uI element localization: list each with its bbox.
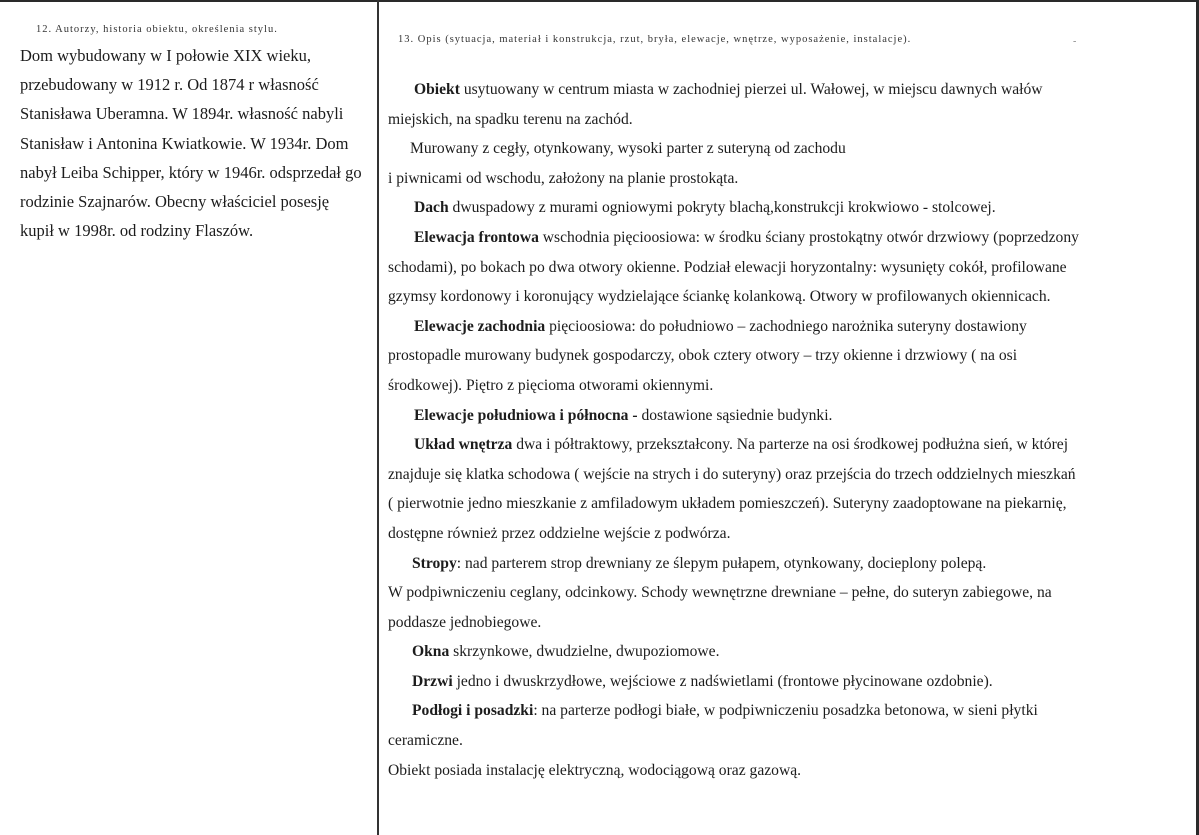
description-text	[388, 75, 1188, 785]
paragraph-installations: Obiekt posiada instalację elektryczną, wodociągową oraz gazową.	[388, 761, 802, 779]
text-line: prostopadle murowany budynek gospodarczy, obok cztery otwory – trzy okienne i drzwiowy ( na osi	[388, 347, 1018, 365]
history-line: przebudowany w 1912 r. Od 1874 r własność	[20, 75, 319, 95]
history-line: Stanisław i Antonina Kwiatkowie. W 1934r. Dom	[20, 133, 349, 153]
history-heading: 12. Autorzy, historia obiektu, określenia stylu.	[36, 24, 278, 35]
text-line: miejskich, na spadku terenu na zachód.	[388, 110, 633, 128]
paragraph-west-elevation: Elewacje zachodnia pięcioosiowa: do południowo – zachodniego narożnika suteryny dostawiony	[414, 317, 1027, 335]
label-stropy: Stropy	[412, 554, 457, 572]
label-dach: Dach	[414, 199, 449, 217]
label-floors: Podłogi i posadzki	[412, 702, 534, 720]
text-line: i piwnicami od wschodu, założony na planie prostokąta.	[388, 169, 739, 187]
label-okna: Okna	[412, 643, 450, 661]
text-line: poddasze jednobiegowe.	[388, 613, 542, 631]
paragraph-side-elevations: Elewacje południowa i północna - dostawione sąsiednie budynki.	[414, 406, 833, 424]
history-text	[20, 41, 372, 245]
text-line: dostępne również przez oddzielne wejście z podwórza.	[388, 524, 731, 542]
paragraph-ceilings: Stropy: nad parterem strop drewniany ze ślepym pułapem, otynkowany, docieplony polepą.	[412, 554, 987, 572]
description-heading: 13. Opis (sytuacja, materiał i konstrukcja, rzut, bryła, elewacje, wnętrze, wyposażenie, instalacje).	[398, 34, 912, 45]
top-border-line	[0, 0, 1199, 2]
column-divider	[377, 0, 379, 835]
paragraph-roof: Dach dwuspadowy z murami ogniowymi pokryty blachą,konstrukcji krokwiowo - stolcowej.	[414, 199, 996, 217]
history-line: kupił w 1998r. od rodziny Flaszów.	[20, 221, 254, 241]
label-drzwi: Drzwi	[412, 672, 453, 690]
text-line: schodami), po bokach po dwa otwory okienne. Podział elewacji horyzontalny: wysunięty cokół, profilowane	[388, 258, 1067, 276]
label-side-elevations: Elewacje południowa i północna -	[414, 406, 638, 424]
paragraph-doors: Drzwi jedno i dwuskrzydłowe, wejściowe z nadświetlami (frontowe płycinowane ozdobnie).	[412, 672, 993, 690]
paragraph-windows: Okna skrzynkowe, dwudzielne, dwupoziomowe.	[412, 643, 720, 661]
paragraph-material: Murowany z cegły, otynkowany, wysoki parter z suteryną od zachodu	[410, 140, 846, 158]
text-line: gzymsy kordonowy i koronujący wydzielające ściankę kolankową. Otwory w profilowanych okiennicach.	[388, 288, 1051, 306]
paragraph-front-elevation: Elewacja frontowa wschodnia pięcioosiowa: w środku ściany prostokątny otwór drzwiowy (poprzedzony	[414, 228, 1079, 246]
paragraph-interior-layout: Układ wnętrza dwa i półtraktowy, przekształcony. Na parterze na osi środkowej podłużna sień, w której	[414, 436, 1069, 454]
margin-mark: -	[1073, 36, 1077, 47]
history-line: rodzinie Szajnarów. Obecny właściciel posesję	[20, 192, 330, 212]
paragraph-location: Obiekt usytuowany w centrum miasta w zachodniej pierzei ul. Wałowej, w miejscu dawnych wałów	[414, 81, 1043, 98]
text-line: ( pierwotnie jedno mieszkanie z amfiladowym układem pomieszczeń). Suteryny zaadoptowane na piekarnię,	[388, 495, 1067, 513]
history-line: nabył Leiba Schipper, który w 1946r. odsprzedał go	[20, 162, 362, 182]
text-line: ceramiczne.	[388, 732, 463, 750]
history-line: Dom wybudowany w I połowie XIX wieku,	[20, 46, 311, 65]
text-line: W podpiwniczeniu ceglany, odcinkowy. Schody wewnętrzne drewniane – pełne, do suteryn zabiegowe, na	[388, 584, 1052, 602]
label-front-elevation: Elewacja frontowa	[414, 228, 539, 246]
label-interior-layout: Układ wnętrza	[414, 436, 513, 454]
paragraph-floors: Podłogi i posadzki: na parterze podłogi białe, w podpiwniczeniu posadzka betonowa, w sieni płytki	[412, 702, 1038, 720]
history-section	[20, 24, 372, 245]
label-obiekt: Obiekt	[414, 81, 460, 98]
label-west-elevation: Elewacje zachodnia	[414, 317, 546, 335]
text-line: środkowej). Piętro z pięcioma otworami okiennymi.	[388, 376, 714, 394]
text-line: znajduje się klatka schodowa ( wejście na strych i do suteryny) oraz przejścia do trzech oddzielnych mieszkań	[388, 465, 1076, 483]
history-line: Stanisława Uberamna. W 1894r. własność nabyli	[20, 104, 344, 124]
